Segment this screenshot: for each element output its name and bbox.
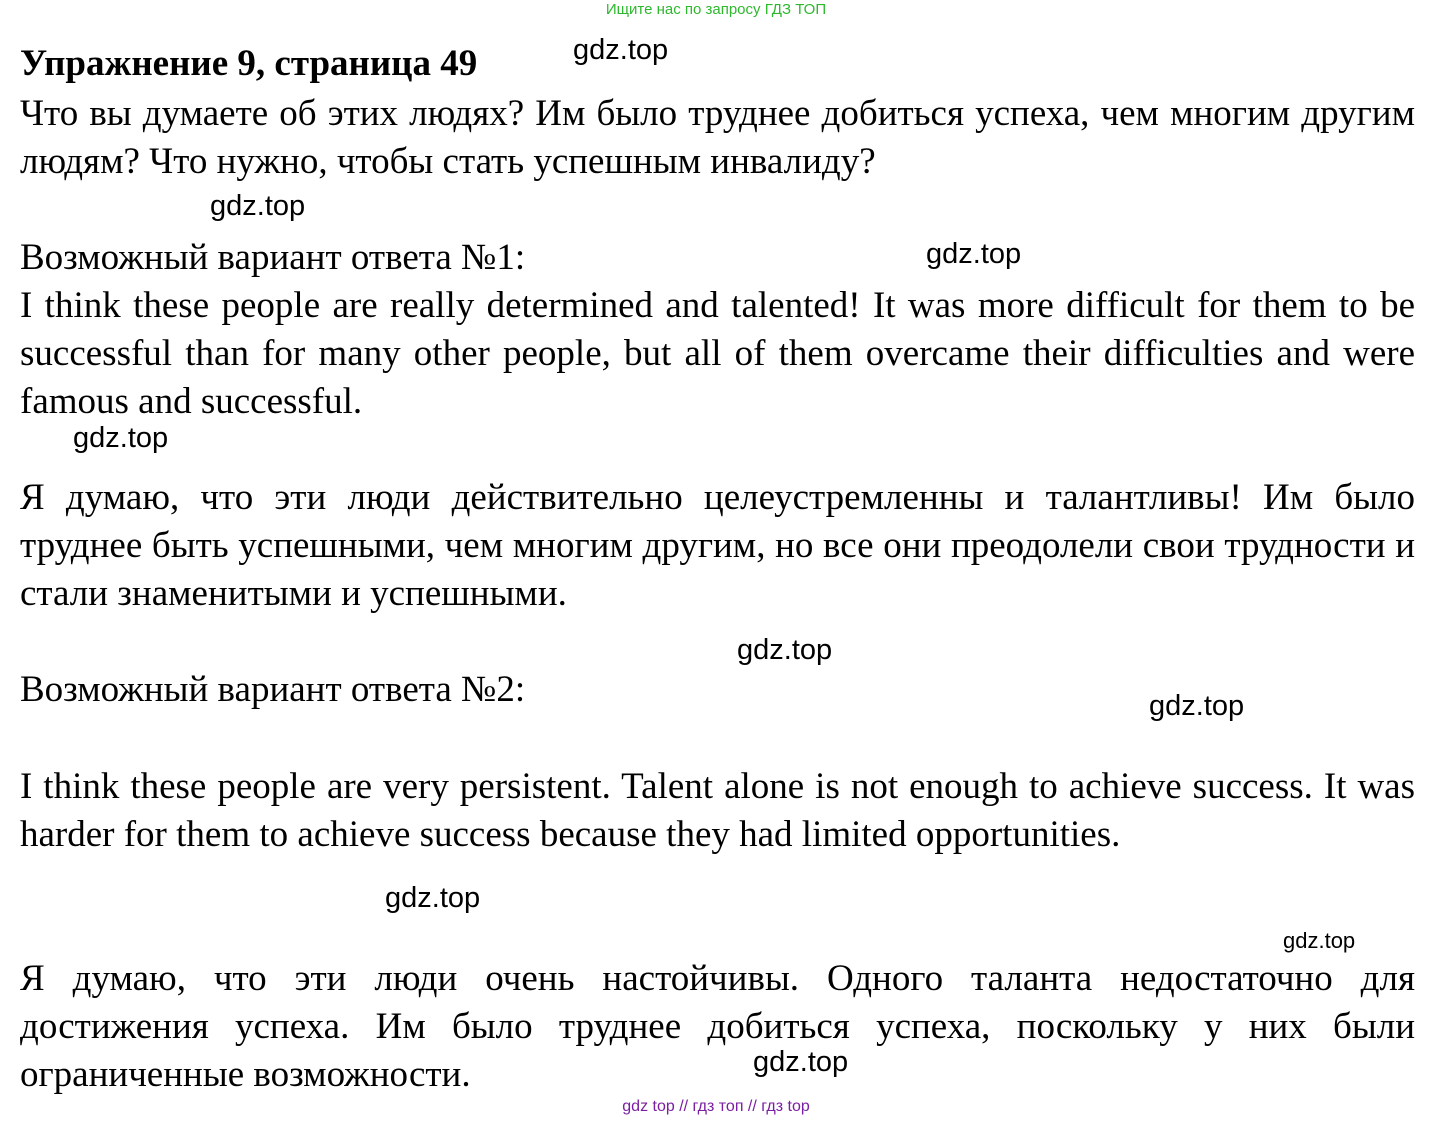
answer1-russian: Я думаю, что эти люди действительно целеустремленны и талантливы! Им было труднее быть успешными, чем многим другим, но все они преодолели свои трудности и стали знаменитыми и успешными.	[20, 477, 1415, 614]
answer2-english: I think these people are very persistent. Talent alone is not enough to achieve success. It was harder for them to achieve success because they had limited opportunities.	[20, 766, 1415, 855]
watermark: gdz.top	[73, 422, 169, 454]
answer1-label: Возможный вариант ответа №1:	[20, 237, 526, 278]
watermark: gdz.top	[1283, 928, 1356, 953]
footer-links[interactable]: gdz top // гдз топ // гдз top	[622, 1098, 810, 1115]
watermark: gdz.top	[753, 1046, 849, 1078]
answer1-english: I think these people are really determined and talented! It was more difficult for them to be successful than for many other people, but all of them overcame their difficulties and were famous and successful.	[20, 285, 1415, 422]
watermark: gdz.top	[737, 634, 833, 666]
watermark: gdz.top	[210, 190, 306, 222]
watermark: gdz.top	[926, 238, 1022, 270]
page-title: Упражнение 9, страница 49	[20, 43, 478, 84]
top-banner: Ищите нас по запросу ГДЗ ТОП	[605, 1, 827, 18]
question-text: Что вы думаете об этих людях? Им было труднее добиться успеха, чем многим другим людям? Что нужно, чтобы стать успешным инвалиду?	[20, 93, 1415, 182]
watermark: gdz.top	[1149, 690, 1245, 722]
answer2-label: Возможный вариант ответа №2:	[20, 669, 526, 710]
watermark: gdz.top	[385, 882, 481, 914]
answer2-russian: Я думаю, что эти люди очень настойчивы. Одного таланта недостаточно для достижения успеха. Им было труднее добиться успеха, поскольку у них были ограниченные возможности.	[20, 958, 1415, 1095]
watermark: gdz.top	[573, 34, 669, 66]
